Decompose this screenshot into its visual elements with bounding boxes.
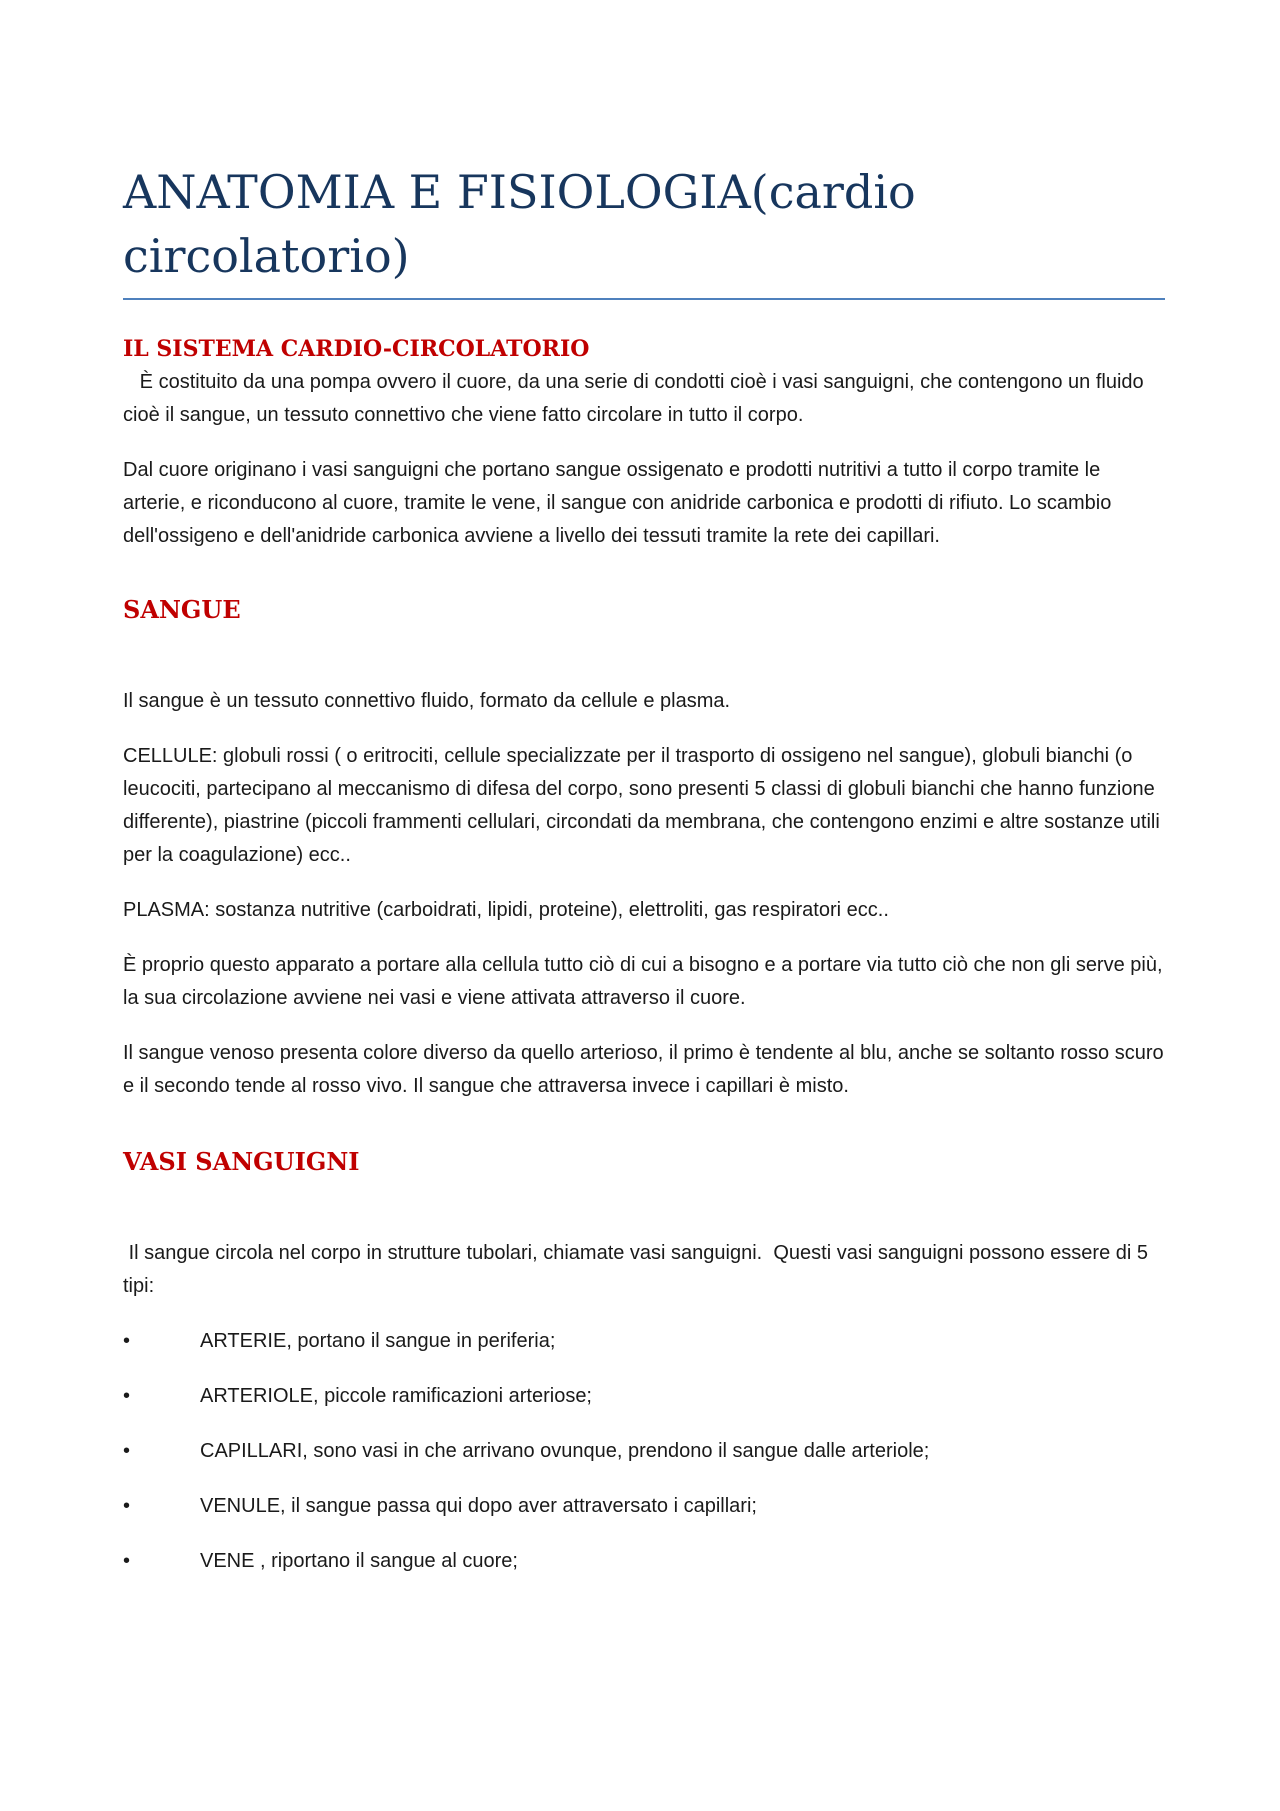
heading-sistema: IL SISTEMA CARDIO-CIRCOLATORIO [123,336,590,362]
document-title: ANATOMIA E FISIOLOGIA(cardio circolatorio) [123,160,1165,300]
sistema-paragraph-2: Dal cuore originano i vasi sanguigni che portano sangue ossigenato e prodotti nutritivi a tutto il corpo tramite le arterie, e riconducono al cuore, tramite le vene, il sangue con anidride carbonica e prodotti di rifiuto. Lo scambio dell'ossigeno e dell'anidride carbonica avviene a livello dei tessuti tramite la rete dei capillari. [123,459,1112,547]
heading-sangue: SANGUE [123,595,241,624]
bullet-icon: • [123,1330,131,1352]
bullet-icon: • [123,1385,131,1407]
document-page [123,160,1165,1600]
list-item-text: CAPILLARI, sono vasi in che arrivano ovunque, prendono il sangue dalle arteriole; [200,1440,930,1462]
bullet-icon: • [123,1550,131,1572]
sangue-paragraph-1: Il sangue è un tessuto connettivo fluido, formato da cellule e plasma. [123,690,731,712]
vessel-list [123,1325,1165,1578]
bullet-icon: • [123,1495,131,1517]
sangue-paragraph-plasma: PLASMA: sostanza nutritive (carboidrati, lipidi, proteine), elettroliti, gas respiratori ecc.. [123,899,889,921]
list-item-text: VENULE, il sangue passa qui dopo aver attraversato i capillari; [200,1495,757,1517]
list-item-text: ARTERIOLE, piccole ramificazioni arteriose; [200,1385,592,1407]
sangue-paragraph-cellule: CELLULE: globuli rossi ( o eritrociti, cellule specializzate per il trasporto di ossigeno nel sangue), globuli bianchi (o leucociti, partecipano al meccanismo di difesa del corpo, sono presenti 5 classi di globuli bianchi che hanno funzione differente), piastrine (piccoli frammenti cellulari, circondati da membrana, che contengono enzimi e altre sostanze utili per la coagulazione) ecc.. [123,745,1160,866]
list-item [123,1325,1165,1358]
vasi-intro: Il sangue circola nel corpo in strutture tubolari, chiamate vasi sanguigni. Questi vasi sanguigni possono essere di 5 tipi: [123,1242,1154,1297]
list-item [123,1545,1165,1578]
list-item [123,1435,1165,1468]
sangue-paragraph-4: È proprio questo apparato a portare alla cellula tutto ciò di cui a bisogno e a portare via tutto ciò che non gli serve più, la sua circolazione avviene nei vasi e viene attivata attraverso il cuore. [123,954,1163,1009]
sangue-paragraph-5: Il sangue venoso presenta colore diverso da quello arterioso, il primo è tendente al blu, anche se soltanto rosso scuro e il secondo tende al rosso vivo. Il sangue che attraversa invece i capillari è misto. [123,1042,1164,1097]
bullet-icon: • [123,1440,131,1462]
list-item-text: VENE , riportano il sangue al cuore; [200,1550,518,1572]
list-item [123,1490,1165,1523]
sistema-paragraph-1: È costituito da una pompa ovvero il cuore, da una serie di condotti cioè i vasi sanguigni, che contengono un fluido cioè il sangue, un tessuto connettivo che viene fatto circolare in tutto il corpo. [123,371,1150,426]
heading-vasi-sanguigni: VASI SANGUIGNI [123,1147,360,1176]
list-item-text: ARTERIE, portano il sangue in periferia; [200,1330,556,1352]
list-item [123,1380,1165,1413]
